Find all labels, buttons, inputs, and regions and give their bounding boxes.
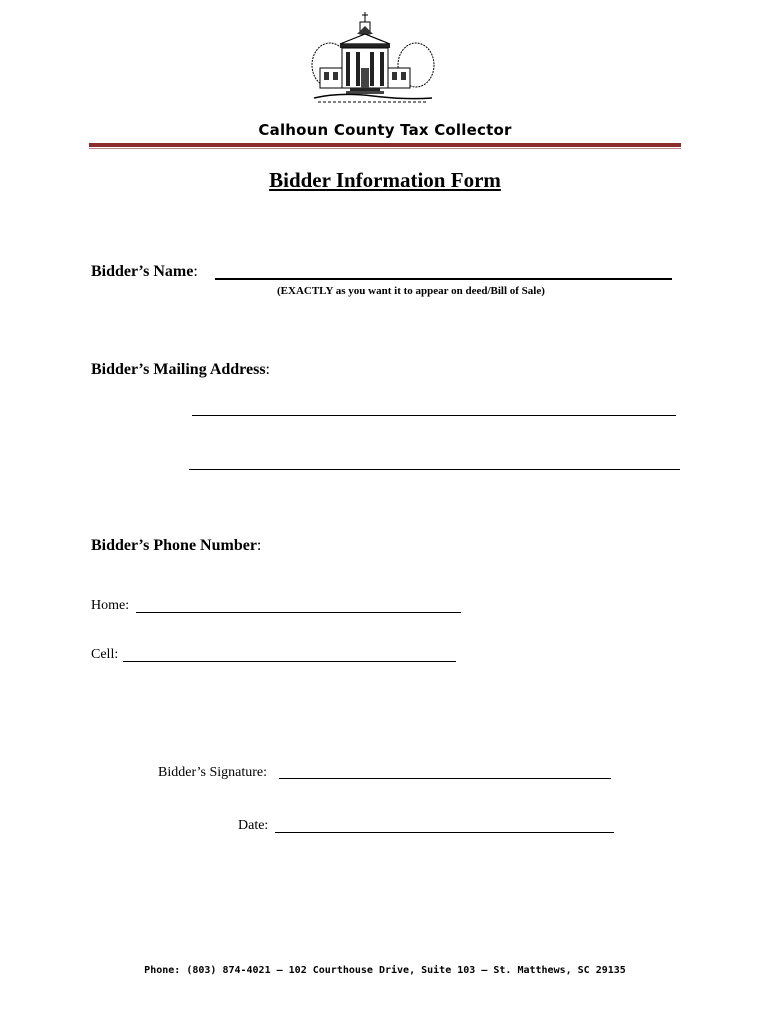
home-phone-field[interactable] (136, 612, 461, 613)
mailing-address-label: Bidder’s Mailing Address: (91, 361, 270, 378)
address-line-1[interactable] (192, 415, 676, 416)
name-field[interactable] (215, 278, 672, 280)
name-note: (EXACTLY as you want it to appear on deed/Bill of Sale) (277, 285, 545, 297)
footer-contact: Phone: (803) 874-4021 – 102 Courthouse Drive, Suite 103 – St. Matthews, SC 29135 (144, 965, 626, 976)
cell-phone-field[interactable] (123, 661, 456, 662)
date-label: Date: (238, 818, 269, 833)
courthouse-logo (310, 10, 436, 110)
address-line-2[interactable] (189, 469, 680, 470)
signature-field[interactable] (279, 778, 611, 779)
header-rule (89, 143, 681, 147)
cell-phone-label: Cell: (91, 647, 119, 662)
header-rule-thin (89, 148, 681, 149)
date-field[interactable] (275, 832, 614, 833)
organization-name: Calhoun County Tax Collector (258, 121, 512, 139)
name-label: Bidder’s Name: (91, 263, 198, 280)
home-phone-label: Home: (91, 598, 130, 613)
signature-label: Bidder’s Signature: (158, 765, 268, 780)
phone-number-label: Bidder’s Phone Number: (91, 537, 262, 554)
form-title: Bidder Information Form (269, 168, 501, 192)
